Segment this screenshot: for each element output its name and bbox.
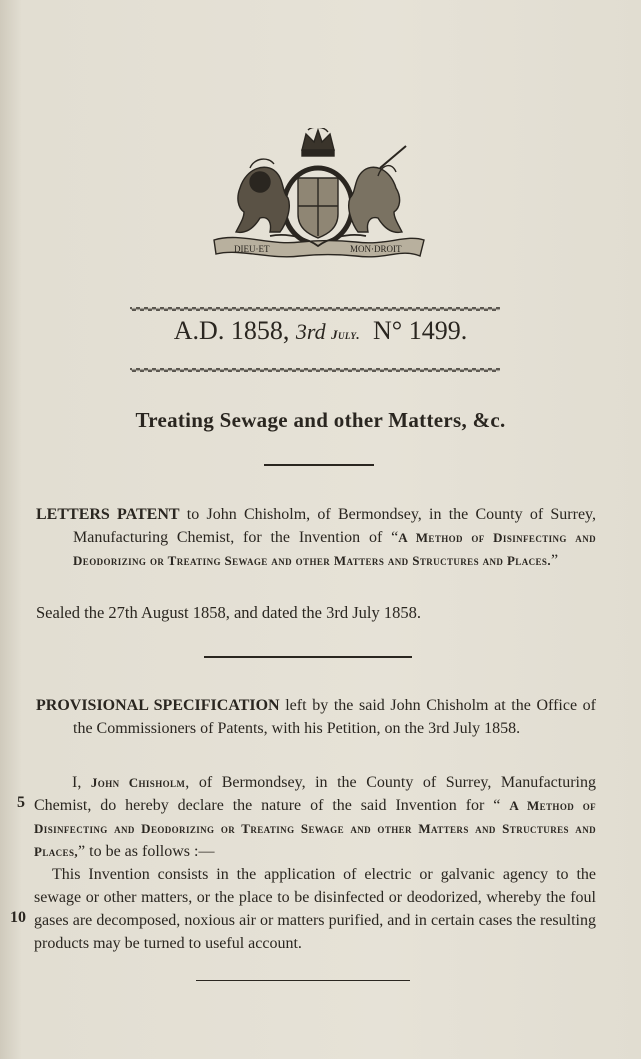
patent-date: 3rd July. bbox=[295, 319, 361, 344]
ornamental-rule-top bbox=[130, 306, 500, 312]
patent-number: N° 1499. bbox=[373, 316, 468, 345]
divider-1 bbox=[264, 464, 374, 466]
body-paragraph: This Invention consists in the application of electric or galvanic agency to the sewage or other matters, or the place to be disinfected or deodorized, whereby the foul gases are decomposed, noxious air or matters purified, and in certain cases the resulting products may be turned to useful account. bbox=[34, 866, 596, 952]
inventor-name: John Chisholm bbox=[90, 775, 186, 790]
patent-year: A.D. 1858, bbox=[173, 316, 290, 345]
patent-title: Treating Sewage and other Matters, &c. bbox=[135, 408, 506, 432]
royal-coat-of-arms bbox=[210, 128, 426, 266]
provisional-specification-paragraph: PROVISIONAL SPECIFICATION left by the said John Chisholm at the Office of the Commissioners of Patents, with his Petition, on the 3rd July 1858. bbox=[36, 697, 597, 737]
provisional-specification-lead: PROVISIONAL SPECIFICATION bbox=[36, 697, 280, 714]
divider-3 bbox=[196, 980, 410, 981]
letters-patent-paragraph: LETTERS PATENT to John Chisholm, of Bermondsey, in the County of Surrey, Manufacturing Chemist, for the Invention of “A Method of Disinfecting and Deodorizing or Treating Sewage and other Matters and Structures and Places.” bbox=[36, 506, 597, 569]
letters-patent-lead: LETTERS PATENT bbox=[36, 506, 180, 523]
svg-text:MON·DROIT: MON·DROIT bbox=[350, 244, 402, 254]
invention-name: A Method of Disinfecting and Deodorizing or Treating Sewage and other Matters and Structures and Places. bbox=[73, 530, 596, 568]
invention-name-2: A Method of Disinfecting and Deodorizing or Treating Sewage and other Matters and Structures and Places, bbox=[34, 798, 596, 859]
sealed-line: Sealed the 27th August 1858, and dated the 3rd July 1858. bbox=[36, 603, 421, 622]
svg-text:DIEU·ET: DIEU·ET bbox=[234, 244, 270, 254]
declaration-paragraph: I, John Chisholm, of Bermondsey, in the County of Surrey, Manufacturing Chemist, do hereby declare the nature of the said Invention for “ A Method of Disinfecting and Deodorizing or Treating Sewage and other Matters and Structures and Places,” to be as follows :— bbox=[34, 774, 597, 860]
ornamental-rule-bottom bbox=[130, 367, 500, 373]
divider-2 bbox=[204, 656, 412, 658]
line-number-10: 10 bbox=[10, 909, 26, 926]
line-number-5: 5 bbox=[17, 794, 25, 811]
patent-heading bbox=[0, 316, 641, 346]
